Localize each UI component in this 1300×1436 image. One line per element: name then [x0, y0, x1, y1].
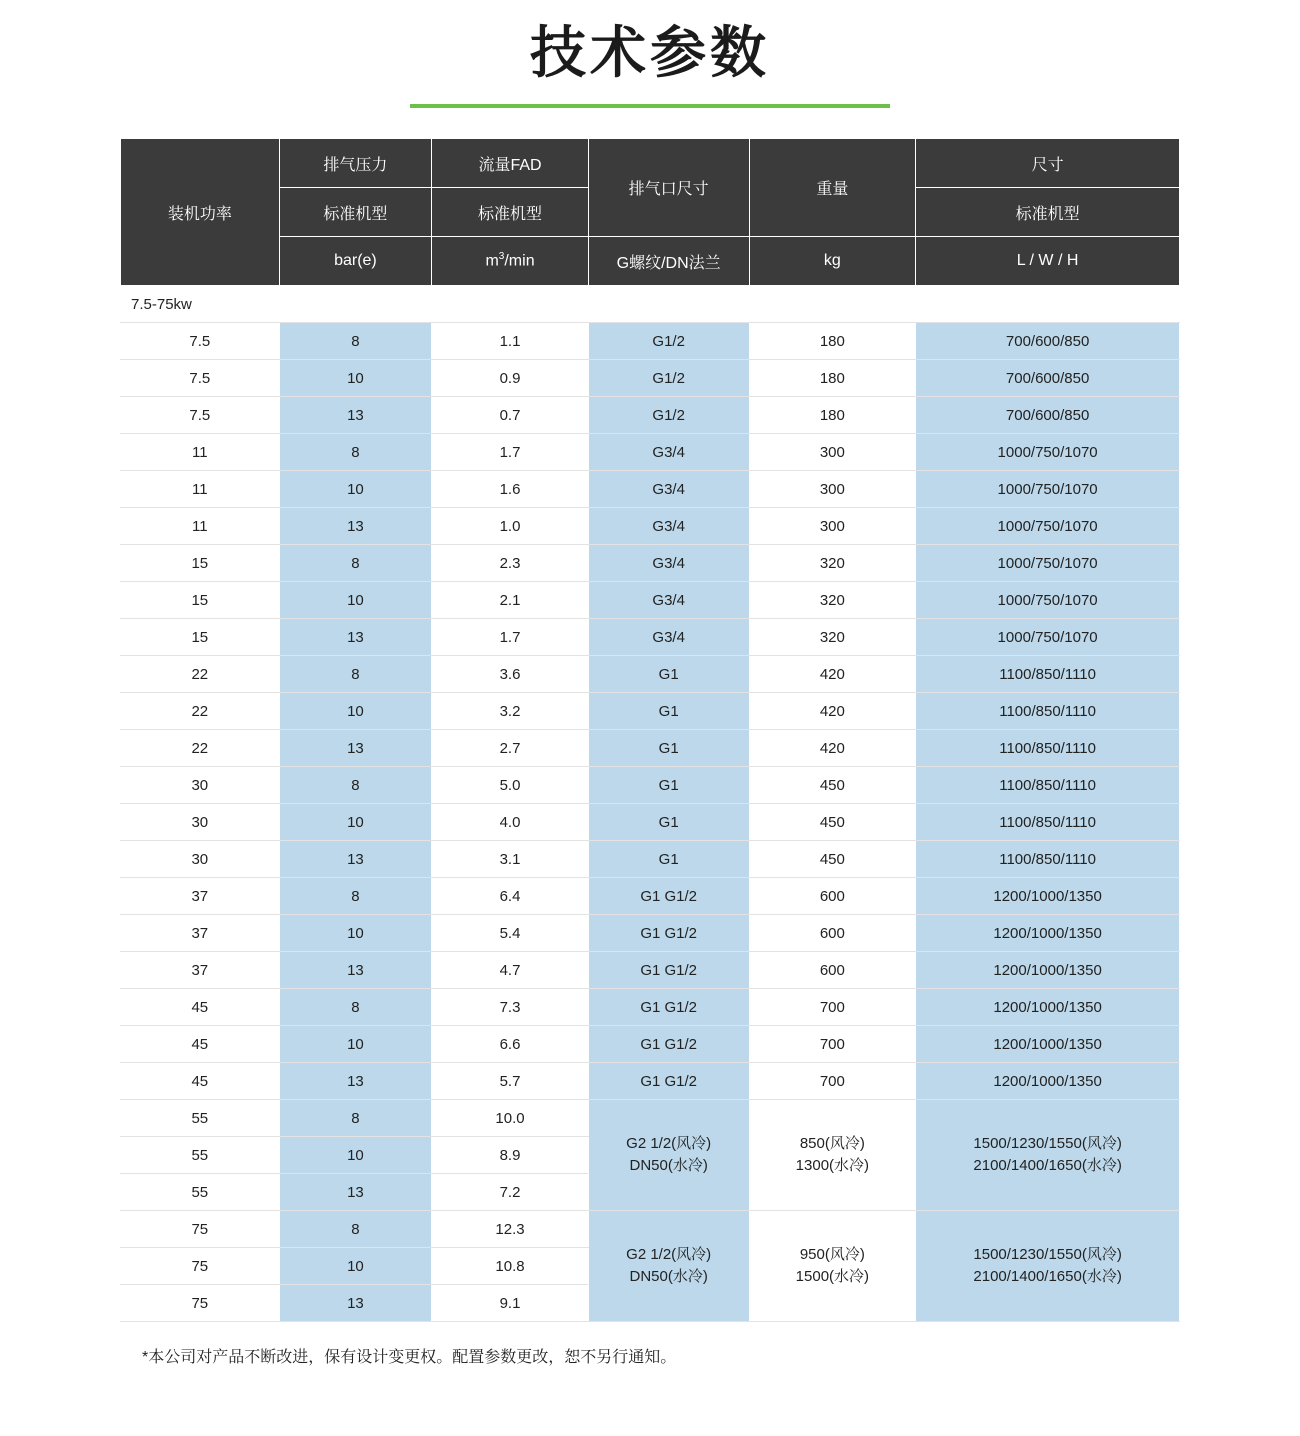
table-row	[121, 730, 1180, 767]
cell-pressure: 10	[279, 693, 432, 730]
cell-pressure: 13	[279, 841, 432, 878]
cell-flow: 6.6	[432, 1026, 589, 1063]
header-pressure-sub: 标准机型	[279, 188, 432, 237]
table-row	[121, 656, 1180, 693]
cell-port: G1	[588, 693, 749, 730]
header-flow-unit	[432, 237, 589, 286]
cell-flow: 2.3	[432, 545, 589, 582]
cell-weight: 600	[749, 878, 916, 915]
table-row	[121, 915, 1180, 952]
cell-pressure: 8	[279, 989, 432, 1026]
cell-dimension: 700/600/850	[916, 360, 1180, 397]
spec-table	[120, 138, 1180, 1322]
cell-weight: 700	[749, 1063, 916, 1100]
cell-weight: 600	[749, 915, 916, 952]
cell-dimension: 700/600/850	[916, 323, 1180, 360]
cell-flow: 5.0	[432, 767, 589, 804]
cell-dimension: 1100/850/1110	[916, 730, 1180, 767]
cell-weight: 420	[749, 730, 916, 767]
cell-power: 7.5	[121, 397, 280, 434]
cell-dimension: 1000/750/1070	[916, 582, 1180, 619]
header-pressure: 排气压力	[279, 139, 432, 188]
cell-pressure: 13	[279, 730, 432, 767]
cell-pressure: 13	[279, 508, 432, 545]
cell-power: 11	[121, 434, 280, 471]
spec-table-wrap	[120, 138, 1180, 1322]
cell-port: G2 1/2(风冷) DN50(水冷)	[588, 1100, 749, 1211]
cell-weight: 850(风冷) 1300(水冷)	[749, 1100, 916, 1211]
cell-port: G1/2	[588, 323, 749, 360]
cell-power: 22	[121, 730, 280, 767]
cell-flow: 0.9	[432, 360, 589, 397]
cell-weight: 450	[749, 804, 916, 841]
table-row	[121, 434, 1180, 471]
cell-pressure: 13	[279, 397, 432, 434]
flow-unit-prefix: m	[485, 252, 499, 270]
cell-flow: 1.7	[432, 434, 589, 471]
header-weight-unit: kg	[749, 237, 916, 286]
table-row	[121, 1026, 1180, 1063]
cell-flow: 4.7	[432, 952, 589, 989]
cell-power: 37	[121, 915, 280, 952]
cell-pressure: 10	[279, 915, 432, 952]
header-flow-sub: 标准机型	[432, 188, 589, 237]
cell-port: G1/2	[588, 360, 749, 397]
cell-dimension: 1000/750/1070	[916, 471, 1180, 508]
cell-flow: 7.3	[432, 989, 589, 1026]
cell-weight: 180	[749, 323, 916, 360]
cell-weight: 600	[749, 952, 916, 989]
table-header	[121, 139, 1180, 286]
cell-dimension: 1100/850/1110	[916, 804, 1180, 841]
cell-dimension: 1000/750/1070	[916, 545, 1180, 582]
cell-dimension: 1000/750/1070	[916, 619, 1180, 656]
cell-port: G1 G1/2	[588, 1063, 749, 1100]
header-row-3	[121, 237, 1180, 286]
cell-weight: 300	[749, 508, 916, 545]
cell-port: G1	[588, 767, 749, 804]
cell-power: 30	[121, 804, 280, 841]
cell-power: 15	[121, 619, 280, 656]
cell-port: G1	[588, 730, 749, 767]
cell-weight: 950(风冷) 1500(水冷)	[749, 1211, 916, 1322]
cell-power: 30	[121, 767, 280, 804]
cell-power: 22	[121, 656, 280, 693]
cell-power: 55	[121, 1137, 280, 1174]
cell-power: 75	[121, 1285, 280, 1322]
cell-dimension: 1200/1000/1350	[916, 989, 1180, 1026]
cell-weight: 320	[749, 582, 916, 619]
cell-power: 15	[121, 545, 280, 582]
cell-power: 7.5	[121, 360, 280, 397]
header-dimension: 尺寸	[916, 139, 1180, 188]
cell-dimension: 1100/850/1110	[916, 656, 1180, 693]
cell-flow: 1.0	[432, 508, 589, 545]
cell-dimension: 1500/1230/1550(风冷) 2100/1400/1650(水冷)	[916, 1100, 1180, 1211]
cell-flow: 5.4	[432, 915, 589, 952]
cell-power: 75	[121, 1211, 280, 1248]
header-weight: 重量	[749, 139, 916, 237]
title-block	[0, 0, 1300, 108]
cell-port: G1	[588, 804, 749, 841]
cell-weight: 180	[749, 360, 916, 397]
header-port: 排气口尺寸	[588, 139, 749, 237]
cell-flow: 3.2	[432, 693, 589, 730]
cell-power: 75	[121, 1248, 280, 1285]
cell-flow: 6.4	[432, 878, 589, 915]
cell-dimension: 1100/850/1110	[916, 693, 1180, 730]
cell-pressure: 13	[279, 1174, 432, 1211]
cell-pressure: 8	[279, 878, 432, 915]
cell-dimension: 1200/1000/1350	[916, 1063, 1180, 1100]
cell-flow: 8.9	[432, 1137, 589, 1174]
table-row	[121, 397, 1180, 434]
cell-flow: 2.1	[432, 582, 589, 619]
cell-pressure: 13	[279, 952, 432, 989]
cell-pressure: 10	[279, 804, 432, 841]
cell-flow: 3.1	[432, 841, 589, 878]
cell-dimension: 1100/850/1110	[916, 767, 1180, 804]
cell-power: 37	[121, 952, 280, 989]
table-row	[121, 878, 1180, 915]
cell-pressure: 13	[279, 619, 432, 656]
cell-pressure: 10	[279, 1248, 432, 1285]
table-row	[121, 804, 1180, 841]
cell-port: G3/4	[588, 471, 749, 508]
cell-port: G1 G1/2	[588, 989, 749, 1026]
cell-flow: 10.0	[432, 1100, 589, 1137]
cell-weight: 450	[749, 767, 916, 804]
title-underline	[410, 104, 890, 108]
page-title: 技术参数	[530, 21, 770, 84]
cell-power: 45	[121, 1026, 280, 1063]
header-pressure-unit: bar(e)	[279, 237, 432, 286]
header-dimension-sub: 标准机型	[916, 188, 1180, 237]
cell-port: G3/4	[588, 434, 749, 471]
cell-dimension: 700/600/850	[916, 397, 1180, 434]
cell-pressure: 13	[279, 1063, 432, 1100]
cell-pressure: 8	[279, 545, 432, 582]
header-power: 装机功率	[121, 139, 280, 286]
cell-weight: 300	[749, 434, 916, 471]
table-row	[121, 323, 1180, 360]
cell-flow: 4.0	[432, 804, 589, 841]
table-row	[121, 619, 1180, 656]
cell-flow: 0.7	[432, 397, 589, 434]
cell-pressure: 8	[279, 434, 432, 471]
cell-dimension: 1000/750/1070	[916, 508, 1180, 545]
cell-pressure: 10	[279, 1137, 432, 1174]
cell-port: G1 G1/2	[588, 1026, 749, 1063]
table-row	[121, 1100, 1180, 1137]
table-row	[121, 471, 1180, 508]
group-header-row	[121, 286, 1180, 323]
cell-flow: 7.2	[432, 1174, 589, 1211]
cell-weight: 420	[749, 693, 916, 730]
cell-weight: 700	[749, 989, 916, 1026]
table-row	[121, 508, 1180, 545]
cell-flow: 3.6	[432, 656, 589, 693]
cell-weight: 180	[749, 397, 916, 434]
cell-port: G3/4	[588, 619, 749, 656]
cell-weight: 300	[749, 471, 916, 508]
cell-weight: 450	[749, 841, 916, 878]
cell-pressure: 13	[279, 1285, 432, 1322]
cell-pressure: 8	[279, 656, 432, 693]
table-row	[121, 693, 1180, 730]
cell-dimension: 1500/1230/1550(风冷) 2100/1400/1650(水冷)	[916, 1211, 1180, 1322]
cell-power: 55	[121, 1174, 280, 1211]
cell-weight: 320	[749, 545, 916, 582]
cell-power: 22	[121, 693, 280, 730]
header-flow: 流量FAD	[432, 139, 589, 188]
cell-flow: 1.6	[432, 471, 589, 508]
cell-pressure: 8	[279, 767, 432, 804]
table-row	[121, 767, 1180, 804]
cell-power: 11	[121, 508, 280, 545]
cell-power: 30	[121, 841, 280, 878]
cell-weight: 700	[749, 1026, 916, 1063]
header-port-unit: G螺纹/DN法兰	[588, 237, 749, 286]
table-row	[121, 989, 1180, 1026]
cell-weight: 420	[749, 656, 916, 693]
cell-weight: 320	[749, 619, 916, 656]
cell-dimension: 1100/850/1110	[916, 841, 1180, 878]
table-row	[121, 841, 1180, 878]
header-row-1	[121, 139, 1180, 188]
cell-pressure: 10	[279, 471, 432, 508]
footnote: *本公司对产品不断改进，保有设计变更权。配置参数更改，恕不另行通知。	[142, 1349, 677, 1366]
header-dimension-unit: L / W / H	[916, 237, 1180, 286]
cell-pressure: 10	[279, 582, 432, 619]
cell-pressure: 10	[279, 360, 432, 397]
flow-unit-exponent: 3	[498, 251, 505, 263]
table-row	[121, 360, 1180, 397]
group-label: 7.5-75kw	[121, 286, 1180, 323]
cell-flow: 9.1	[432, 1285, 589, 1322]
cell-port: G1	[588, 656, 749, 693]
cell-pressure: 8	[279, 323, 432, 360]
table-body	[121, 286, 1180, 1322]
cell-port: G1 G1/2	[588, 915, 749, 952]
cell-power: 11	[121, 471, 280, 508]
table-row	[121, 1063, 1180, 1100]
cell-power: 7.5	[121, 323, 280, 360]
cell-port: G1	[588, 841, 749, 878]
cell-dimension: 1000/750/1070	[916, 434, 1180, 471]
cell-flow: 10.8	[432, 1248, 589, 1285]
table-row	[121, 952, 1180, 989]
cell-port: G1 G1/2	[588, 952, 749, 989]
cell-flow: 5.7	[432, 1063, 589, 1100]
cell-dimension: 1200/1000/1350	[916, 952, 1180, 989]
table-row	[121, 582, 1180, 619]
cell-port: G3/4	[588, 508, 749, 545]
cell-power: 45	[121, 989, 280, 1026]
cell-pressure: 10	[279, 1026, 432, 1063]
cell-power: 55	[121, 1100, 280, 1137]
table-row	[121, 1211, 1180, 1248]
cell-port: G3/4	[588, 545, 749, 582]
cell-flow: 1.1	[432, 323, 589, 360]
cell-flow: 12.3	[432, 1211, 589, 1248]
cell-dimension: 1200/1000/1350	[916, 878, 1180, 915]
cell-power: 37	[121, 878, 280, 915]
cell-power: 45	[121, 1063, 280, 1100]
cell-port: G1 G1/2	[588, 878, 749, 915]
table-row	[121, 545, 1180, 582]
cell-pressure: 8	[279, 1211, 432, 1248]
cell-dimension: 1200/1000/1350	[916, 1026, 1180, 1063]
cell-dimension: 1200/1000/1350	[916, 915, 1180, 952]
cell-port: G3/4	[588, 582, 749, 619]
cell-flow: 2.7	[432, 730, 589, 767]
flow-unit-suffix: /min	[504, 252, 535, 270]
cell-port: G1/2	[588, 397, 749, 434]
cell-pressure: 8	[279, 1100, 432, 1137]
cell-power: 15	[121, 582, 280, 619]
cell-port: G2 1/2(风冷) DN50(水冷)	[588, 1211, 749, 1322]
cell-flow: 1.7	[432, 619, 589, 656]
